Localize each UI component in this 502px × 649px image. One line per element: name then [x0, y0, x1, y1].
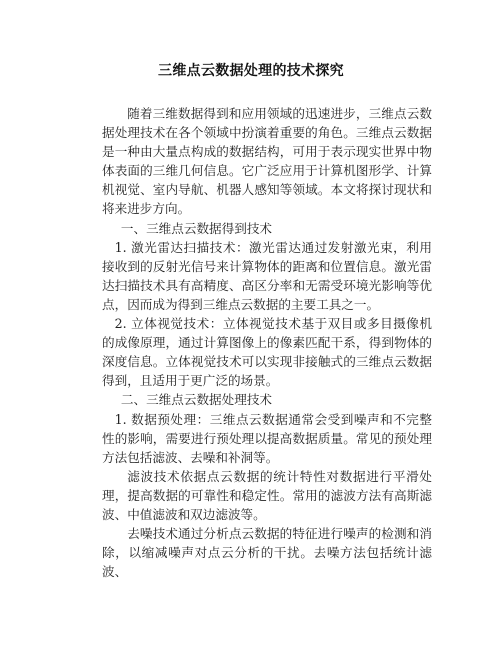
- section-heading-processing: 二、三维点云数据处理技术: [120, 392, 273, 408]
- paragraph-denoising: 去噪技术通过分析点云数据的特征进行噪声的检测和消除，以缩减噪声对点云分析的干扰。去噪方法包括统计滤波、: [102, 526, 432, 580]
- paragraph-lidar: 1. 激光雷达扫描技术：激光雷达通过发射激光束，利用接收到的反射光信号来计算物体的距离和位置信息。激光雷达扫描技术具有高精度、高区分率和无需受环境光影响等优点，因而成为得到三维点云数据的主要工具之一。: [102, 239, 432, 312]
- intro-paragraph: 随着三维数据得到和应用领域的迅速进步，三维点云数据处理技术在各个领域中扮演着重要的角色。三维点云数据是一种由大量点构成的数据结构，可用于表示现实世界中物体表面的三维几何信息。它广泛应用于计算机图形学、计算机视觉、室内导航、机器人感知等领域。本文将探讨现状和将来进步方向。: [102, 106, 432, 217]
- document-title: 三维点云数据处理的技术探究: [158, 63, 344, 79]
- paragraph-filtering: 滤波技术依据点云数据的统计特性对数据进行平滑处理，提高数据的可靠性和稳定性。常用的滤波方法有高斯滤波、中值滤波和双边滤波等。: [102, 468, 432, 522]
- paragraph-preprocessing: 1. 数据预处理：三维点云数据通常会受到噪声和不完整性的影响，需要进行预处理以提高数据质量。常见的预处理方法包括滤波、去噪和补洞等。: [102, 411, 432, 465]
- document-body: [102, 104, 432, 581]
- section-heading-acquisition: 一、三维点云数据得到技术: [120, 220, 273, 236]
- paragraph-stereo-vision: 2. 立体视觉技术：立体视觉技术基于双目或多目摄像机的成像原理，通过计算图像上的像素匹配干系，得到物体的深度信息。立体视觉技术可以实现非接触式的三维点云数据得到，且适用于更广泛的场景。: [102, 316, 432, 389]
